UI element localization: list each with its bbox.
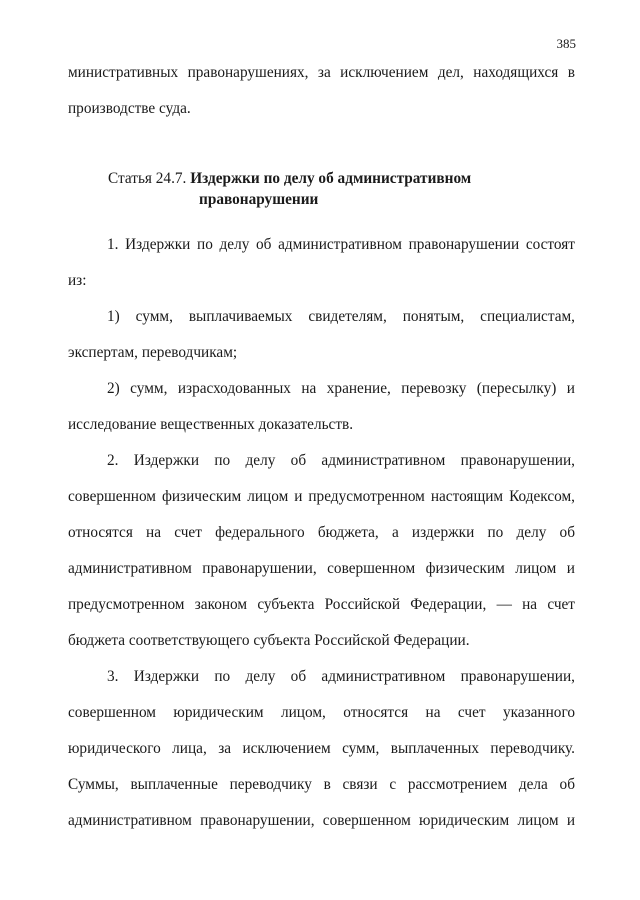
paragraph-3: 3. Издержки по делу об административном правонарушении, совершенном юридическим лицом, относятся на счет указанного юридического лица, за исключением сумм, выплаченных переводчику. Суммы, выплаченные переводчику в связи с рассмотрением дела об административном правонарушении, совершенном юридическим лицом и (68, 668, 575, 829)
paragraph-2: 2. Издержки по делу об административном правонарушении, совершенном физическим лицом и предусмотренном настоящим Кодексом, относятся на счет федерального бюджета, а издержки по делу об административном правонарушении, совершенном физическим лицом и предусмотренном законом субъекта Российской Федерации, — на счет бюджета соответствующего субъекта Российской Федерации. (68, 452, 575, 649)
article-label: Статья 24.7. (108, 170, 187, 187)
paragraph-1-item-1: 1) сумм, выплачиваемых свидетелям, понятым, специалистам, экспертам, переводчикам; (68, 308, 575, 361)
intro-line-1: министративных правонарушениях, за исключением дел, находящихся в (68, 64, 575, 81)
article-heading (108, 168, 471, 210)
paragraph-1: 1. Издержки по делу об административном правонарушении состоят из: (68, 236, 575, 289)
page-number: 385 (556, 36, 576, 51)
intro-line-2: производстве суда. (68, 100, 191, 117)
article-body (68, 227, 575, 839)
article-title-line-1: Издержки по делу об административном (190, 170, 472, 187)
intro-text (68, 55, 575, 127)
paragraph-1-item-2: 2) сумм, израсходованных на хранение, перевозку (пересылку) и исследование вещественных доказательств. (68, 380, 575, 433)
article-title-line-2: правонарушении (199, 191, 319, 208)
